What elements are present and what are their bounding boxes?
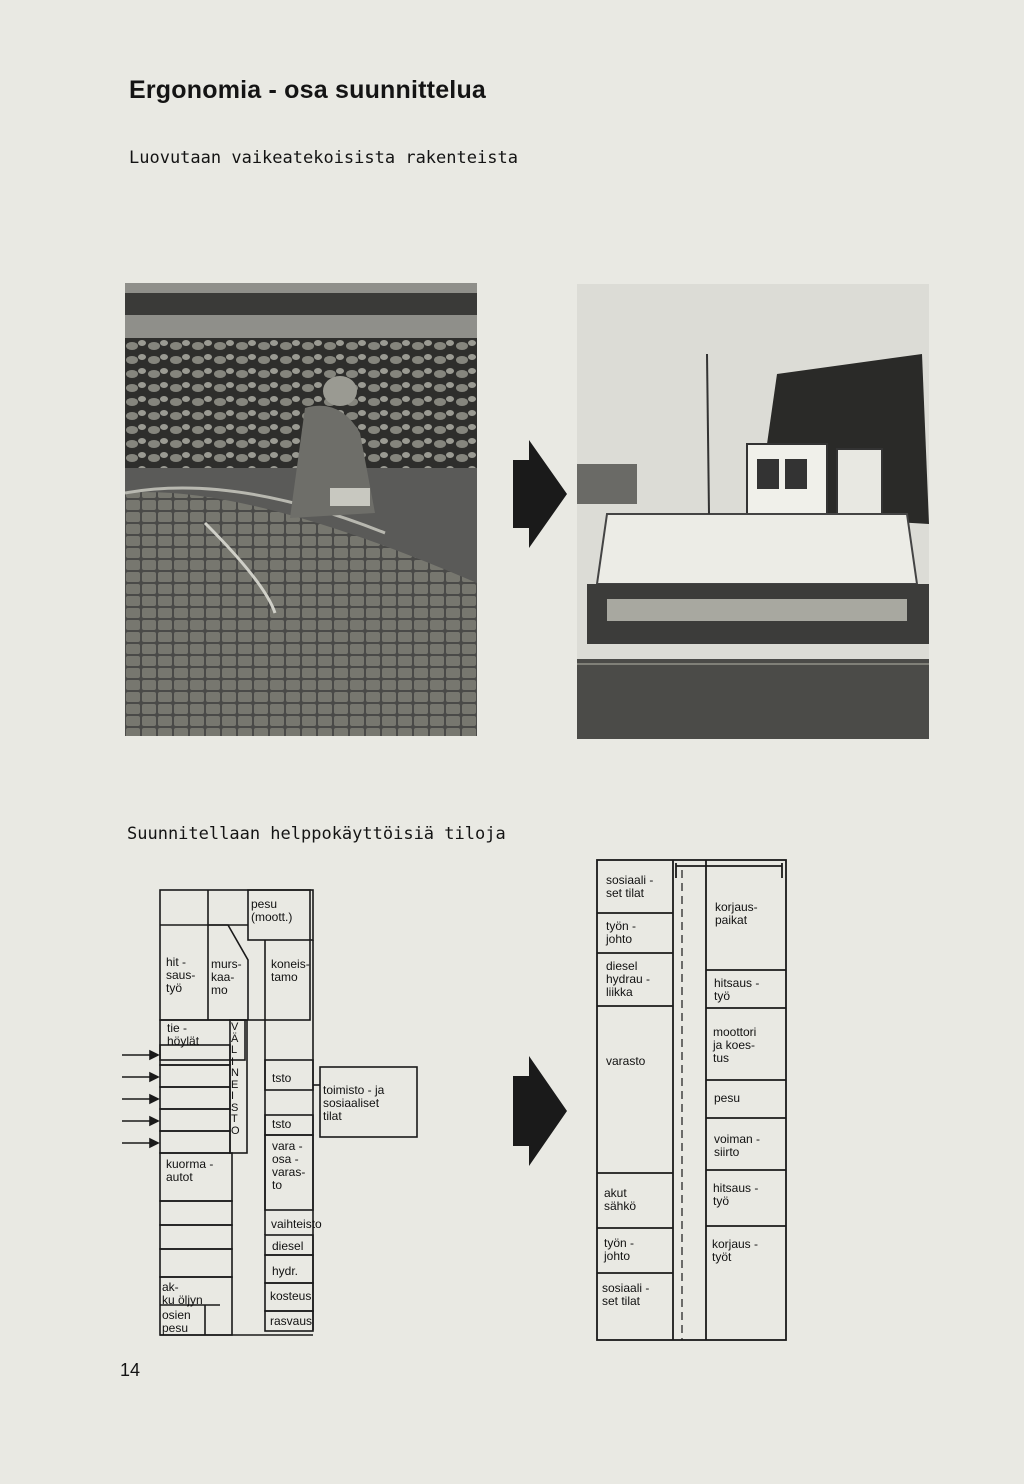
room-murskaamo: murs- kaa- mo <box>211 957 242 997</box>
room-varasto: varasto <box>606 1054 646 1068</box>
cobblestone-worker-photo <box>125 283 477 736</box>
right-arrow-icon <box>513 440 567 548</box>
page-title: Ergonomia - osa suunnittelua <box>129 76 487 104</box>
room-kuorma-autot: kuorma - autot <box>166 1157 214 1184</box>
room-hitsaustyo-1: hitsaus - työ <box>714 976 760 1003</box>
section-subtitle-spaces: Suunnitellaan helppokäyttöisiä tiloja <box>127 824 506 844</box>
room-vaihteisto: vaihteisto <box>271 1217 322 1231</box>
room-varaosavarasto: vara - osa - varas- to <box>272 1139 306 1192</box>
room-korjaustyot: korjaus - työt <box>712 1237 759 1264</box>
room-tyonjohto-bottom: työn - johto <box>604 1236 635 1263</box>
room-rasvaus: rasvaus <box>270 1314 313 1328</box>
page-number: 14 <box>120 1360 141 1380</box>
room-hydr: hydr. <box>272 1264 299 1278</box>
room-valineisto: V Ä L I N E I S T O <box>231 1021 240 1137</box>
room-voimansiirto: voiman - siirto <box>714 1132 761 1159</box>
room-tsto-2: tsto <box>272 1117 292 1131</box>
room-akku-oljyn: ak- ku öljyn <box>162 1280 203 1307</box>
room-hitsaustyo-2: hitsaus - työ <box>713 1181 759 1208</box>
room-hitsaustyo-old: hit - saus- työ <box>166 955 196 995</box>
section-subtitle-structures: Luovutaan vaikeatekoisista rakenteista <box>129 148 518 168</box>
room-sosiaaliset-tilat-bottom: sosiaali - set tilat <box>602 1281 650 1308</box>
room-pesu-new: pesu <box>714 1091 741 1105</box>
room-moottori-koestus: moottori ja koes- tus <box>713 1025 757 1065</box>
room-kosteus: kosteus <box>270 1289 312 1303</box>
room-tsto-1: tsto <box>272 1071 292 1085</box>
room-diesel-hydrauliikka: diesel hydrau - liikka <box>606 959 651 999</box>
room-tiehoylat: tie - höylät <box>167 1021 200 1048</box>
paving-machine-photo <box>577 284 929 739</box>
room-tyonjohto-top: työn - johto <box>606 919 637 946</box>
room-koneistamo: koneis- tamo <box>271 957 310 984</box>
room-pesu-moott: pesu (moott.) <box>251 897 293 924</box>
room-sosiaaliset-tilat-top: sosiaali - set tilat <box>606 873 654 900</box>
right-arrow-icon <box>513 1056 567 1166</box>
room-osien-pesu: osien pesu <box>162 1308 191 1335</box>
room-korjauspaikat: korjaus- paikat <box>715 900 758 927</box>
room-akut-sahko: akut sähkö <box>604 1186 637 1213</box>
room-toimisto-sosiaaliset: toimisto - ja sosiaaliset tilat <box>323 1083 385 1123</box>
room-diesel-old: diesel <box>272 1239 304 1253</box>
